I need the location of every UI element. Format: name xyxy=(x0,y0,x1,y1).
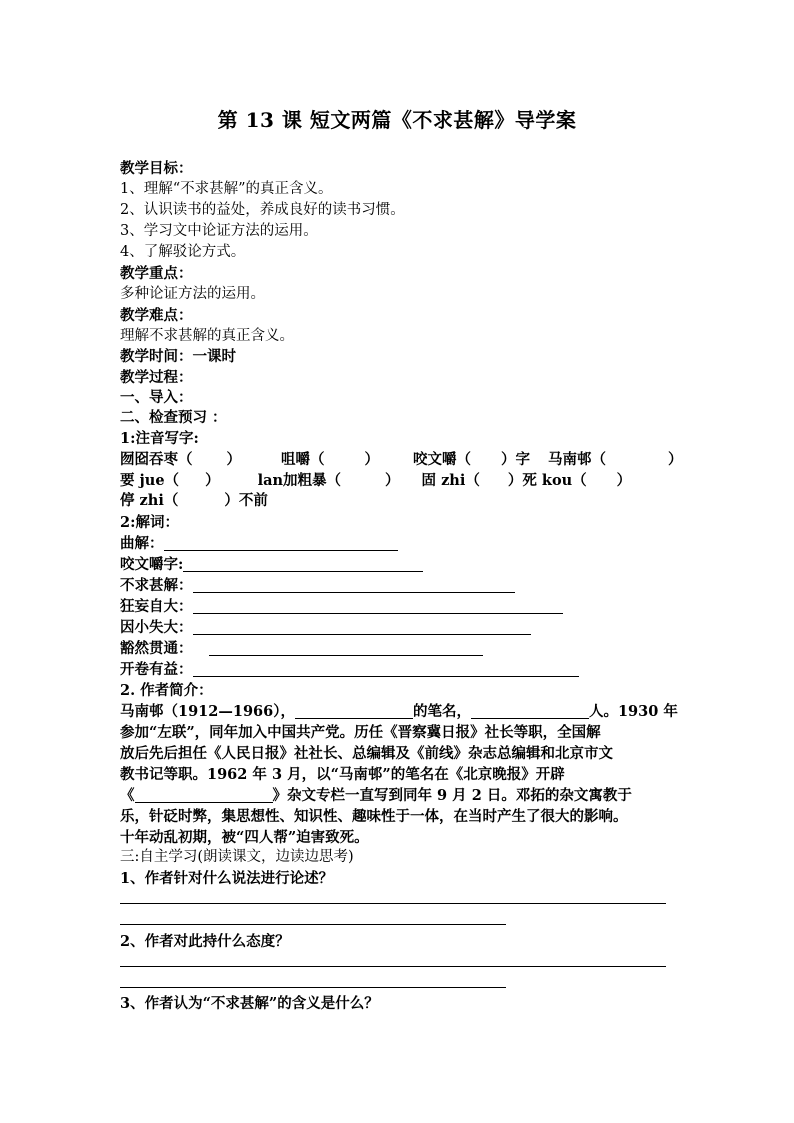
phonetic-term: ） xyxy=(364,451,379,468)
phonetic-term: 咀嚼（ xyxy=(281,451,325,468)
author-line: 教书记等职。1962 年 3 月，以“马南邨”的笔名在《北京晚报》开辟 xyxy=(120,766,565,783)
vocab-item xyxy=(120,533,398,554)
vocab-item xyxy=(120,617,531,638)
phonetic-row-3 xyxy=(120,490,268,511)
answer-blank[interactable] xyxy=(193,598,563,614)
author-line: 乐，针砭时弊，集思想性、知识性、趣味性于一体，在当时产生了很大的影响。 xyxy=(120,808,628,825)
answer-blank[interactable] xyxy=(183,556,423,572)
key-point-heading: 教学重点： xyxy=(120,265,193,282)
phonetic-term: ）死 kou（ xyxy=(507,472,587,489)
author-text: 《 xyxy=(120,787,135,804)
answer-blank[interactable] xyxy=(295,703,413,719)
section-intro: 一、导入： xyxy=(120,389,193,406)
answer-blank[interactable] xyxy=(193,577,515,593)
answer-blank[interactable] xyxy=(193,661,579,677)
phonetic-term: 要 jue（ xyxy=(120,472,180,489)
phonetic-term: ） xyxy=(205,472,220,489)
author-line: 十年动乱初期，被“四人帮”迫害致死。 xyxy=(120,829,369,846)
phonetic-term: ） xyxy=(385,472,400,489)
page-title: 第 13 课 短文两篇《不求甚解》导学案 xyxy=(217,108,577,132)
teaching-time: 教学时间：一课时 xyxy=(120,348,236,365)
vocab-term: 因小失大： xyxy=(120,619,193,636)
author-text: 人。1930 年 xyxy=(588,703,678,720)
vocab-term: 开卷有益： xyxy=(120,661,193,678)
vocab-term: 不求甚解： xyxy=(120,577,193,594)
author-heading: 2. 作者简介： xyxy=(120,682,213,699)
author-text: 的笔名， xyxy=(412,703,471,720)
phonetic-row-1 xyxy=(120,449,683,470)
section-preview: 二、检查预习 ： xyxy=(120,409,227,426)
author-line xyxy=(120,701,678,722)
answer-line[interactable] xyxy=(120,924,506,925)
question-2: 2、作者对此持什么态度？ xyxy=(120,933,290,950)
phonetic-term: 固 zhi（ xyxy=(421,472,480,489)
phonetic-term: ）不前 xyxy=(224,492,268,509)
goal-item: 3、学习文中论证方法的运用。 xyxy=(120,223,318,239)
phonetic-term: 咬文嚼（ xyxy=(413,451,471,468)
vocab-item xyxy=(120,638,483,659)
phonetic-term: ） xyxy=(226,451,241,468)
phonetic-term: ） xyxy=(616,472,632,489)
question-3: 3、作者认为“不求甚解”的含义是什么？ xyxy=(120,995,379,1012)
self-study-heading: 三:自主学习(朗读课文，边读边思考) xyxy=(120,849,354,865)
goals-heading: 教学目标： xyxy=(120,160,193,177)
difficulty-text: 理解不求甚解的真正含义。 xyxy=(120,328,294,344)
answer-line[interactable] xyxy=(120,987,506,988)
phonetic-term: 马南邨（ xyxy=(548,451,606,468)
goal-item: 4、了解驳论方式。 xyxy=(120,244,246,260)
question-1: 1、作者针对什么说法进行论述？ xyxy=(120,870,334,887)
author-line xyxy=(120,785,632,806)
answer-blank[interactable] xyxy=(164,535,398,551)
vocab-term: 狂妄自大： xyxy=(120,598,193,615)
vocab-term: 豁然贯通： xyxy=(120,640,193,657)
phonetic-term: 囫囵吞枣（ xyxy=(120,451,193,468)
vocab-item xyxy=(120,659,579,680)
answer-line[interactable] xyxy=(120,966,666,967)
phonetic-term: lan加粗暴（ xyxy=(257,472,342,489)
vocab-term: 曲解： xyxy=(120,535,164,552)
answer-blank[interactable] xyxy=(135,787,273,803)
author-line: 参加“左联”，同年加入中国共产党。历任《晋察冀日报》社长等职，全国解 xyxy=(120,724,601,741)
phonetic-term: ）字 xyxy=(501,451,530,468)
vocab-item xyxy=(120,596,563,617)
goal-item: 1、理解“不求甚解”的真正含义。 xyxy=(120,181,333,197)
author-text: 》杂文专栏一直写到同年 9 月 2 日。邓拓的杂文寓教于 xyxy=(272,787,632,804)
phonetic-heading: 1:注音写字: xyxy=(120,430,199,447)
vocab-item xyxy=(120,575,515,596)
vocab-item xyxy=(120,554,423,575)
answer-line[interactable] xyxy=(120,903,666,904)
vocab-term: 咬文嚼字: xyxy=(120,556,184,573)
phonetic-term: ） xyxy=(668,451,683,468)
phonetic-term: 停 zhi（ xyxy=(120,492,179,509)
author-text: 马南邨（1912—1966）， xyxy=(120,703,295,720)
answer-blank[interactable] xyxy=(193,619,531,635)
process-heading: 教学过程： xyxy=(120,369,193,386)
answer-blank[interactable] xyxy=(209,640,483,656)
answer-blank[interactable] xyxy=(471,703,589,719)
difficulty-heading: 教学难点： xyxy=(120,307,193,324)
phonetic-row-2 xyxy=(120,470,631,491)
key-point-text: 多种论证方法的运用。 xyxy=(120,286,265,302)
goal-item: 2、认识读书的益处，养成良好的读书习惯。 xyxy=(120,202,405,218)
vocab-heading: 2:解词： xyxy=(120,514,179,531)
author-line: 放后先后担任《人民日报》社社长、总编辑及《前线》杂志总编辑和北京市文 xyxy=(120,745,613,762)
